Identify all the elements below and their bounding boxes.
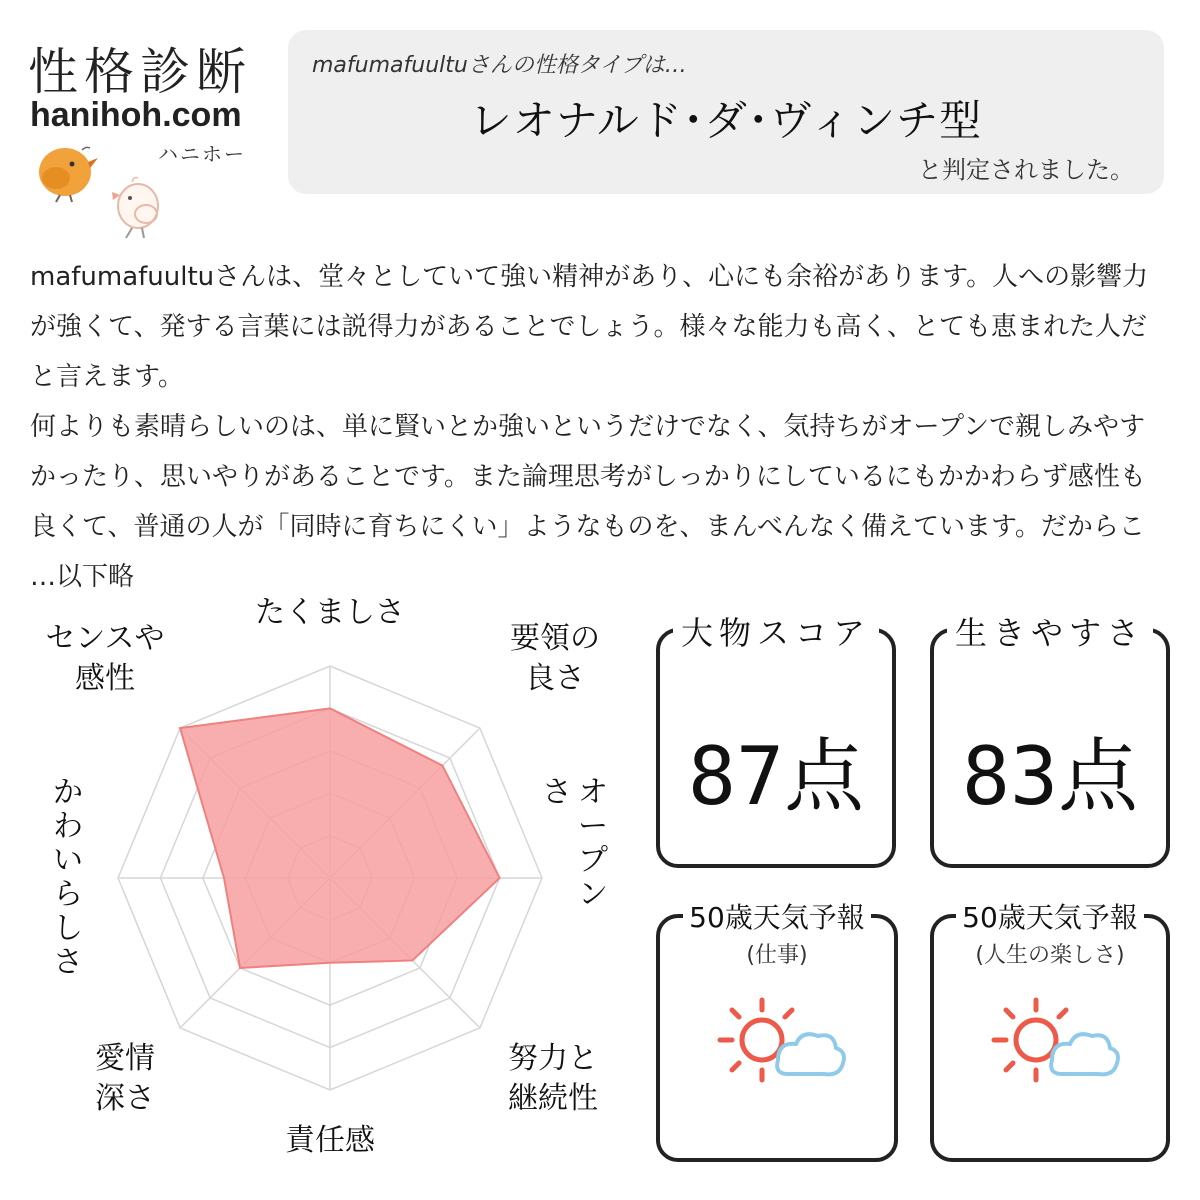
result-box bbox=[288, 30, 1164, 194]
chick-mascot-icon bbox=[20, 140, 170, 250]
logo-domain[interactable]: hanihoh.com bbox=[30, 96, 242, 134]
description-ellipsis: …以下略 bbox=[30, 562, 135, 592]
logo-title: 性格診断 bbox=[28, 43, 252, 101]
weather-work-title: 50歳天気予報 bbox=[683, 901, 871, 934]
big-score-title: 大物スコア bbox=[673, 614, 879, 652]
radar-chart bbox=[0, 590, 660, 1190]
radar-axis-label: 努力と継続性 bbox=[508, 1041, 598, 1116]
description-paragraph: mafumafuultuさんは、堂々としていて強い精神があり、心にも余裕があります。人への影響力が強くて、発する言葉には説得力があることでしょう。様々な能力も高く、とても恵まれた人だと言えます。 bbox=[30, 262, 1149, 392]
ease-score-value: 83点 bbox=[961, 730, 1139, 823]
radar-axis-label: かわいらしさ bbox=[53, 775, 83, 980]
radar-area bbox=[180, 708, 500, 968]
weather-work-subtitle: (仕事) bbox=[746, 943, 808, 968]
radar-axis-label: オープンさ bbox=[542, 775, 608, 912]
big-score-box bbox=[656, 614, 896, 868]
result-intro: mafumafuultuさんの性格タイプは… bbox=[312, 53, 687, 78]
radar-axis-label: 責任感 bbox=[285, 1123, 375, 1158]
ease-score-box bbox=[930, 614, 1170, 868]
sun-behind-cloud-icon bbox=[974, 988, 1134, 1098]
radar-axis-label: 愛情深さ bbox=[95, 1041, 155, 1116]
big-score-value: 87点 bbox=[687, 730, 865, 823]
sun-behind-cloud-icon bbox=[700, 988, 860, 1098]
radar-axis-label: センスや感性 bbox=[45, 621, 165, 696]
ease-score-title: 生きやすさ bbox=[947, 614, 1153, 652]
weather-work-box bbox=[656, 901, 898, 1162]
description bbox=[30, 252, 1170, 602]
result-outro: と判定されました。 bbox=[918, 156, 1134, 184]
logo-kana: ハニホー bbox=[158, 142, 246, 166]
description-paragraph: 何よりも素晴らしいのは、単に賢いとか強いというだけでなく、気持ちがオープンで親しみやすかったり、思いやりがあることです。また論理思考がしっかりにしているにもかかわらず感性も良くて、普通の人が「同時に育ちにくい」ようなものを、まんべんなく備えています。だからこ bbox=[30, 412, 1146, 542]
radar-axis-label: たくましさ bbox=[255, 595, 405, 630]
weather-life-title: 50歳天気予報 bbox=[956, 901, 1144, 934]
radar-axis-label: 要領の良さ bbox=[510, 621, 600, 696]
weather-life-box bbox=[930, 901, 1170, 1162]
weather-life-subtitle: (人生の楽しさ) bbox=[975, 943, 1125, 968]
result-type: レオナルド･ダ･ヴィンチ型 bbox=[469, 96, 983, 145]
